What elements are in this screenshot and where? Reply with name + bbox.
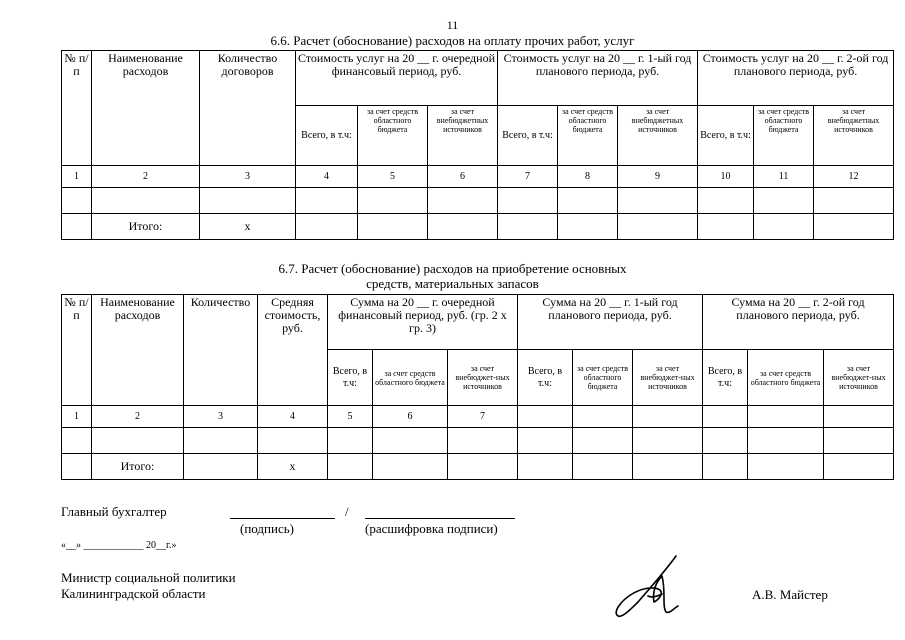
- handwritten-signature: [608, 552, 688, 624]
- decoding-line: [365, 518, 515, 519]
- t1-num-3: 3: [200, 166, 296, 188]
- chief-accountant-label: Главный бухгалтер: [61, 504, 167, 519]
- t2-head-group2: Сумма на 20 __ г. 1-ый год планового периода, руб.: [518, 295, 703, 350]
- t2-num-2: 2: [92, 406, 184, 428]
- t2-num-4: 4: [258, 406, 328, 428]
- t2-num-6: 6: [373, 406, 448, 428]
- t1-sub-total-1: Всего, в т.ч:: [296, 106, 358, 166]
- t1-num-10: 10: [698, 166, 754, 188]
- t2-sub-regional-1: за счет средств областного бюджета: [373, 350, 448, 406]
- t2-head-name: Наименование расходов: [92, 295, 184, 406]
- t1-num-8: 8: [558, 166, 618, 188]
- t1-total-row: [62, 214, 894, 240]
- t2-sub-regional-3: за счет средств областного бюджета: [748, 350, 824, 406]
- t1-itogo-x: х: [200, 214, 296, 240]
- t1-head-group1: Стоимость услуг на 20 __ г. очередной финансовый период, руб.: [296, 51, 498, 106]
- t1-head-count: Количество договоров: [200, 51, 296, 166]
- t2-head-count: Количество: [184, 295, 258, 406]
- t2-num-7: 7: [448, 406, 518, 428]
- t1-sub-regional-3: за счет средств областного бюджета: [754, 106, 814, 166]
- t2-sub-regional-2: за счет средств областного бюджета: [573, 350, 633, 406]
- t1-head-group2: Стоимость услуг на 20 __ г. 1-ый год планового периода, руб.: [498, 51, 698, 106]
- t1-num-5: 5: [358, 166, 428, 188]
- decoding-caption: (расшифровка подписи): [365, 521, 498, 536]
- page-number: 11: [446, 18, 459, 32]
- t1-sub-regional-1: за счет средств областного бюджета: [358, 106, 428, 166]
- t2-sub-extra-2: за счет внебюджет-ных источников: [633, 350, 703, 406]
- table2-title-line1: 6.7. Расчет (обоснование) расходов на приобретение основных: [278, 261, 627, 276]
- signature-caption: (подпись): [240, 521, 294, 536]
- date-line: «__» ____________ 20__г.»: [61, 540, 177, 551]
- t2-itogo-x: х: [258, 454, 328, 480]
- t1-head-group3: Стоимость услуг на 20 __ г. 2-ой год планового периода, руб.: [698, 51, 894, 106]
- t1-empty-row: [62, 188, 894, 214]
- t1-num-9: 9: [618, 166, 698, 188]
- t2-itogo-label: Итого:: [92, 454, 184, 480]
- t1-itogo-label: Итого:: [92, 214, 200, 240]
- minister-title-line2: Калининградской области: [61, 586, 206, 601]
- t2-sub-extra-1: за счет внебюджет-ных источников: [448, 350, 518, 406]
- t2-head-no: № п/п: [62, 295, 92, 406]
- t2-head-group1: Сумма на 20 __ г. очередной финансовый период, руб. (гр. 2 х гр. 3): [328, 295, 518, 350]
- t2-num-5: 5: [328, 406, 373, 428]
- table1-title: 6.6. Расчет (обоснование) расходов на оплату прочих работ, услуг: [270, 33, 635, 48]
- t1-sub-extra-3: за счет внебюджетных источников: [814, 106, 894, 166]
- t2-total-row: [62, 454, 894, 480]
- t2-sub-total-2: Всего, в т.ч:: [518, 350, 573, 406]
- t2-sub-total-3: Всего, в т.ч:: [703, 350, 748, 406]
- t1-head-no: № п/п: [62, 51, 92, 166]
- t1-sub-extra-2: за счет внебюджетных источников: [618, 106, 698, 166]
- table-6-7: [61, 294, 894, 480]
- t1-head-name: Наименование расходов: [92, 51, 200, 166]
- minister-title-line1: Министр социальной политики: [61, 570, 236, 585]
- t1-sub-total-2: Всего, в т.ч:: [498, 106, 558, 166]
- t1-num-1: 1: [62, 166, 92, 188]
- t2-head-avg: Средняя стоимость, руб.: [258, 295, 328, 406]
- table2-title-line2: средств, материальных запасов: [366, 276, 539, 291]
- t1-num-7: 7: [498, 166, 558, 188]
- t1-num-2: 2: [92, 166, 200, 188]
- signature-slash: /: [345, 504, 349, 519]
- minister-name: А.В. Майстер: [752, 587, 828, 602]
- t2-num-3: 3: [184, 406, 258, 428]
- t1-num-11: 11: [754, 166, 814, 188]
- t2-sub-extra-3: за счет внебюджет-ных источников: [824, 350, 894, 406]
- t2-head-group3: Сумма на 20 __ г. 2-ой год планового периода, руб.: [703, 295, 894, 350]
- t2-empty-row: [62, 428, 894, 454]
- t1-num-12: 12: [814, 166, 894, 188]
- t1-sub-extra-1: за счет внебюджетных источников: [428, 106, 498, 166]
- signature-line: [230, 518, 335, 519]
- t2-num-1: 1: [62, 406, 92, 428]
- t1-num-6: 6: [428, 166, 498, 188]
- t1-num-4: 4: [296, 166, 358, 188]
- t1-sub-regional-2: за счет средств областного бюджета: [558, 106, 618, 166]
- t1-sub-total-3: Всего, в т.ч:: [698, 106, 754, 166]
- table-6-6: [61, 50, 894, 240]
- t2-sub-total-1: Всего, в т.ч:: [328, 350, 373, 406]
